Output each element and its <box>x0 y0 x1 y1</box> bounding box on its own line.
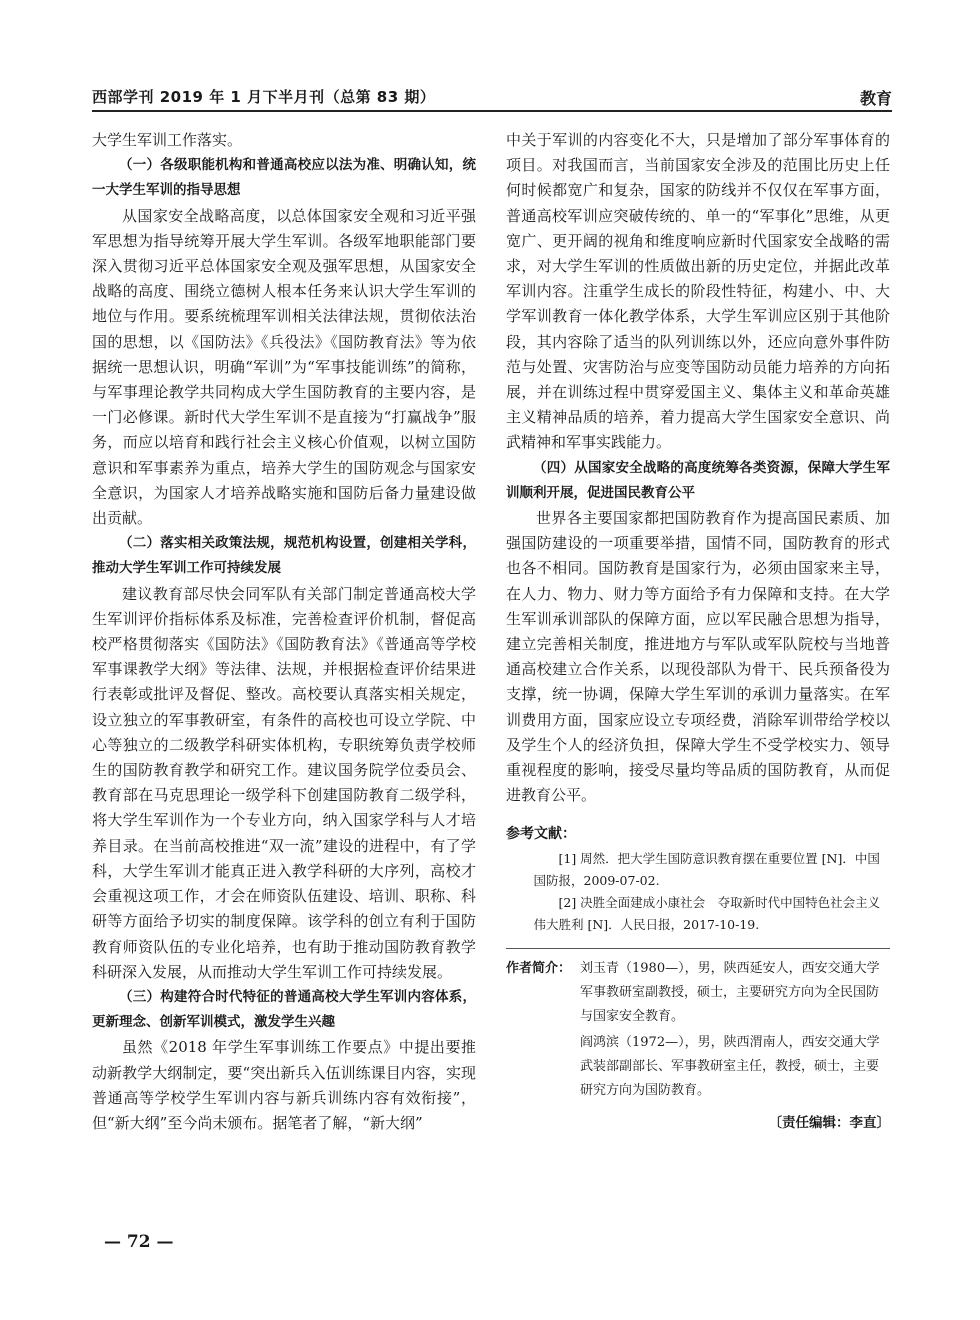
body-paragraph: 从国家安全战略高度，以总体国家安全观和习近平强军思想为指导统筹开展大学生军训。各级军地职能部门要深入贯彻习近平总体国家安全观及强军思想，从国家安全战略的高度、围绕立德树人根本任务来认识大学生军训的地位与作用。要系统梳理军训相关法律法规，贯彻依法治国的思想，以《国防法》《兵役法》《国防教育法》等为依据统一思想认识，明确“军训”为“军事技能训练”的简称，与军事理论教学共同构成大学生国防教育的主要内容，是一门必修课。新时代大学生军训不是直接为“打赢战争”服务，而应以培育和践行社会主义核心价值观，以树立国防意识和军事素养为重点，培养大学生的国防观念与国家安全意识，为国家人才培养战略实施和国防后备力量建设做出贡献。 <box>92 206 476 528</box>
references-list <box>506 848 890 936</box>
body-paragraph: 大学生军训工作落实。 <box>92 131 243 149</box>
running-header <box>92 80 892 112</box>
author-label: 作者简介： <box>506 960 572 976</box>
body-paragraph: 世界各主要国家都把国防教育作为提高国民素质、加强国防建设的一项重要举措，国情不同，国防教育的形式也各不相同。国防教育是国家行为，必须由国家来主导，在人力、物力、财力等方面给予有力保障和支持。在大学生军训承训部队的保障方面，应以军民融合思想为指导，建立完善相关制度，推进地方与军队或军队院校与当地普通高校建立合作关系，以现役部队为骨干、民兵预备役为支撑，统一协调，保障大学生军训的承训力量落实。在军训费用方面，国家应设立专项经费，消除军训带给学校以及学生个人的经济负担，保障大学生不受学校实力、领导重视程度的影响，接受尽量均等品质的国防教育，从而促进教育公平。 <box>506 509 890 805</box>
author-bios <box>580 957 890 1105</box>
left-column <box>92 128 476 1132</box>
author-divider <box>506 948 890 949</box>
references-title: 参考文献： <box>506 826 576 843</box>
body-paragraph: 建议教育部尽快会同军队有关部门制定普通高校大学生军训评价指标体系及标准，完善检查评价机制，督促高校严格贯彻落实《国防法》《国防教育法》《普通高等学校军事课教学大纲》等法律、法规，并根据检查评价结果进行表彰或批评及督促、整改。高校要认真落实相关规定，设立独立的军事教研室，有条件的高校也可设立学院、中心等独立的二级教学科研实体机构，专职统筹负责学校师生的国防教育教学和研究工作。建议国务院学位委员会、教育部在马克思理论一级学科下创建国防教育二级学科，将大学生军训作为一个专业方向，纳入国家学科与人才培养目录。在当前高校推进“双一流”建设的进程中，有了学科，大学生军训才能真正进入教学科研的大序列，高校才会重视这项工作，才会在师资队伍建设、培训、职称、科研等方面给予切实的制度保障。该学科的创立有利于国防教育师资队伍的专业化培养，也有助于推动国防教育教学科研深入发展，从而推动大学生军训工作可持续发展。 <box>92 584 476 981</box>
author-bio: 阎鸿滨（1972—），男，陕西渭南人，西安交通大学武装部副部长、军事教研室主任，教授，硕士，主要研究方向为国防教育。 <box>580 1034 880 1098</box>
section-label: 教育 <box>859 89 892 108</box>
author-bio: 刘玉青（1980—），男，陕西延安人，西安交通大学军事教研室副教授，硕士，主要研究方向为全民国防与国家安全教育。 <box>580 960 880 1024</box>
reference-item: [1] 周然．把大学生国防意识教育摆在重要位置 [N]．中国国防报，2009-07-02. <box>533 850 880 888</box>
author-info <box>506 957 890 1105</box>
section-heading: （四）从国家安全战略的高度统筹各类资源，保障大学生军训顺利开展，促进国民教育公平 <box>506 459 890 501</box>
reference-item: [2] 决胜全面建成小康社会 夺取新时代中国特色社会主义伟大胜利 [N]．人民日报，2017-10-19. <box>533 894 881 932</box>
right-column <box>506 128 890 1136</box>
section-heading: （三）构建符合时代特征的普通高校大学生军训内容体系，更新理念、创新军训模式，激发学生兴趣 <box>92 988 476 1031</box>
body-paragraph: 虽然《2018 年学生军事训练工作要点》中提出要推动新教学大纲制定，要“突出新兵入伍训练课目内容，实现普通高等学校学生军训内容与新兵训练内容有效衔接”，但“新大纲”至今尚未颁布。据笔者了解，“新大纲” <box>92 1038 476 1132</box>
right-body <box>506 128 890 808</box>
header-rule <box>92 110 892 112</box>
responsible-editor: 〔责任编辑：李直〕 <box>768 1114 890 1131</box>
page-number: — 72 — <box>104 1232 174 1252</box>
body-paragraph: 中关于军训的内容变化不大，只是增加了部分军事体育的项目。对我国而言，当前国家安全涉及的范围比历史上任何时候都宽广和复杂，国家的防线并不仅仅在军事方面，普通高校军训应突破传统的、单一的“军事化”思维，从更宽广、更开阔的视角和维度响应新时代国家安全战略的需求，对大学生军训的性质做出新的历史定位，并据此改革军训内容。注重学生成长的阶段性特征，构建小、中、大学军训教育一体化教学体系，大学生军训应区别于其他阶段，其内容除了适当的队列训练以外，还应向意外事件防范与处置、灾害防治与应变等国防动员能力培养的方向拓展，并在训练过程中贯穿爱国主义、集体主义和革命英雄主义精神品质的培养，着力提高大学生国家安全意识、尚武精神和军事实践能力。 <box>506 131 890 452</box>
section-heading: （二）落实相关政策法规，规范机构设置，创建相关学科，推动大学生军训工作可持续发展 <box>92 535 476 577</box>
section-heading: （一）各级职能机构和普通高校应以法为准、明确认知，统一大学生军训的指导思想 <box>92 157 476 199</box>
journal-title: 西部学刊 2019 年 1 月下半月刊（总第 83 期） <box>92 88 436 106</box>
